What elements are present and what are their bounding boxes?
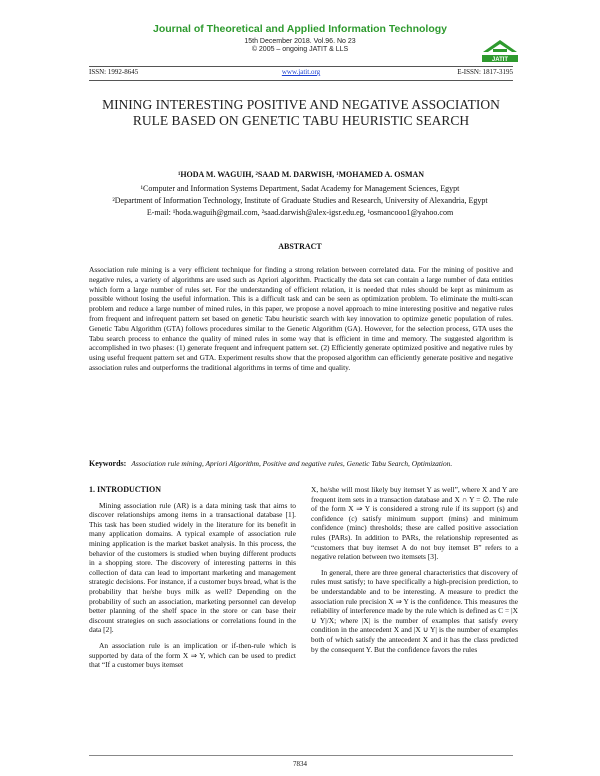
paper-title: MINING INTERESTING POSITIVE AND NEGATIVE ASSOCIATION RULE BASED ON GENETIC TABU HEURISTIC SEARCH [102, 97, 500, 128]
section-heading-introduction: 1. INTRODUCTION [89, 485, 162, 494]
jatit-logo [479, 34, 521, 64]
intro-paragraph-4: In general, there are three general characteristics that discovery of rules must satisfy; to have specifically a high-precision prediction, to be understandable and to be interesting. A measure to predict the association rule precision X ⇒ Y is the confidence. This measures the reliability of interference made by the rule which is defined as C = |X ∪ Y|/X; where |X| is the number of examples that satisfy every condition in the antecedent X and |X ∪ Y| is the number of examples both of which satisfy the antecedent X and it has the class predicted by the consequent Y. But the confidence favors the rules [311, 567, 518, 654]
keywords [89, 459, 513, 469]
abstract-heading: ABSTRACT [278, 242, 322, 251]
author-emails: E-mail: ¹hoda.waguih@gmail.com, ²saad.darwish@alex-igsr.edu.eg, ¹osmancooo1@yahoo.com [146, 208, 454, 217]
column-right [311, 485, 518, 660]
page-number: 7834 [293, 760, 307, 768]
footer-rule [89, 755, 513, 756]
affiliation-1: ¹Computer and Information Systems Department, Sadat Academy for Management Sciences, Egypt [140, 184, 460, 193]
header-rule-top [89, 66, 513, 67]
abstract-text: Association rule mining is a very efficient technique for finding a strong relation between correlated data. For the mining of positive and negative rules, a variety of algorithms are used such as Apriori algorithm. Practically the data set can contain a large number of data entities which form a large number of rules set. For the understanding of efficient relation, it is needed that rules should be kept as minimum as possible without losing the useful information. This is a difficult task and can be seen as optimization problem. To eliminate the multi-scan problem and reduce a large number of mined rules, in this paper, we propose a novel approach to mine interesting positive and negative rules from frequent and infrequent pattern set based on genetic Tabu heuristic search with key innovation to optimize genetic population of rules. Genetic Tabu Algorithm (GTA) follows procedures similar to the Genetic Algorithm (GA). However, for the selection process, GTA uses the Tabu search process to enhance the quality of mined rules in some way that is efficient in time and memory. The suggested algorithm is accomplished in two phases: (1) generate frequent and infrequent pattern set. (2) Efficiently generate optimized positive and negative rules by using useful frequent pattern set and GTA. Experiment results show that the proposed algorithm can efficiently generate positive and negative association rules and outperforms the traditional algorithms in terms of time and quality. [89, 265, 513, 372]
issn: ISSN: 1992-8645 [89, 68, 139, 76]
issue-line: 15th December 2018. Vol.96. No 23 [244, 38, 356, 45]
keywords-text: Association rule mining, Apriori Algorithm, Positive and negative rules, Genetic Tabu Search, Optimization. [131, 459, 453, 468]
issn-row [89, 68, 513, 79]
intro-paragraph-1: Mining association rule (AR) is a data mining task that aims to discover relationships among items in a transactional database [1]. This task has been studied widely in the literature for its benefit in many application domains. A typical example of association rule mining application is the market basket analysis. In this process, the behavior of the customers is studied when buying different products in a shopping store. The discovery of interesting patterns in this collection of data can lead to important marketing and management strategic decisions. For instance, if a customer buys bread, what is the probability that he/she buys milk as well? Depending on the probability of such an association, marketing personnel can develop better planning of the shelf space in the store or can base their discount strategies on such associations or correlations found in the data [2]. [89, 500, 296, 635]
intro-paragraph-2: An association rule is an implication or if-then-rule which is supported by data of the form X ⇒ Y, which can be used to predict that “If a customer buys itemset [89, 640, 296, 670]
journal-title: Journal of Theoretical and Applied Information Technology [152, 23, 447, 35]
eissn: E-ISSN: 1817-3195 [457, 68, 513, 76]
intro-paragraph-3: X, he/she will most likely buy itemset Y as well”, where X and Y are frequent item sets in a transaction database and X ∩ Y = ∅. The rule of the form X ⇒ Y is considered a strong rule if its support (s) and confidence (c) satisfy minimum support (mins) and minimum confidence (minc) thresholds; these are called positive association rules (PARs). In addition to PARs, the relationship represented as “customers that buy itemset A do not buy itemset B” refers to a negative relation between two itemsets [3]. [311, 485, 518, 562]
header-rule-bottom [89, 80, 513, 81]
column-left [89, 485, 296, 676]
copyright-line: © 2005 – ongoing JATIT & LLS [251, 46, 349, 53]
affiliation-2: ²Department of Information Technology, Institute of Graduate Studies and Research, University of Alexandria, Egypt [112, 196, 488, 205]
website-link[interactable]: www.jatit.org [281, 68, 321, 76]
paper-authors: ¹HODA M. WAGUIH, ²SAAD M. DARWISH, ¹MOHAMED A. OSMAN [177, 170, 425, 179]
keywords-label: Keywords: [89, 459, 127, 468]
logo-text: JATIT [491, 57, 509, 63]
